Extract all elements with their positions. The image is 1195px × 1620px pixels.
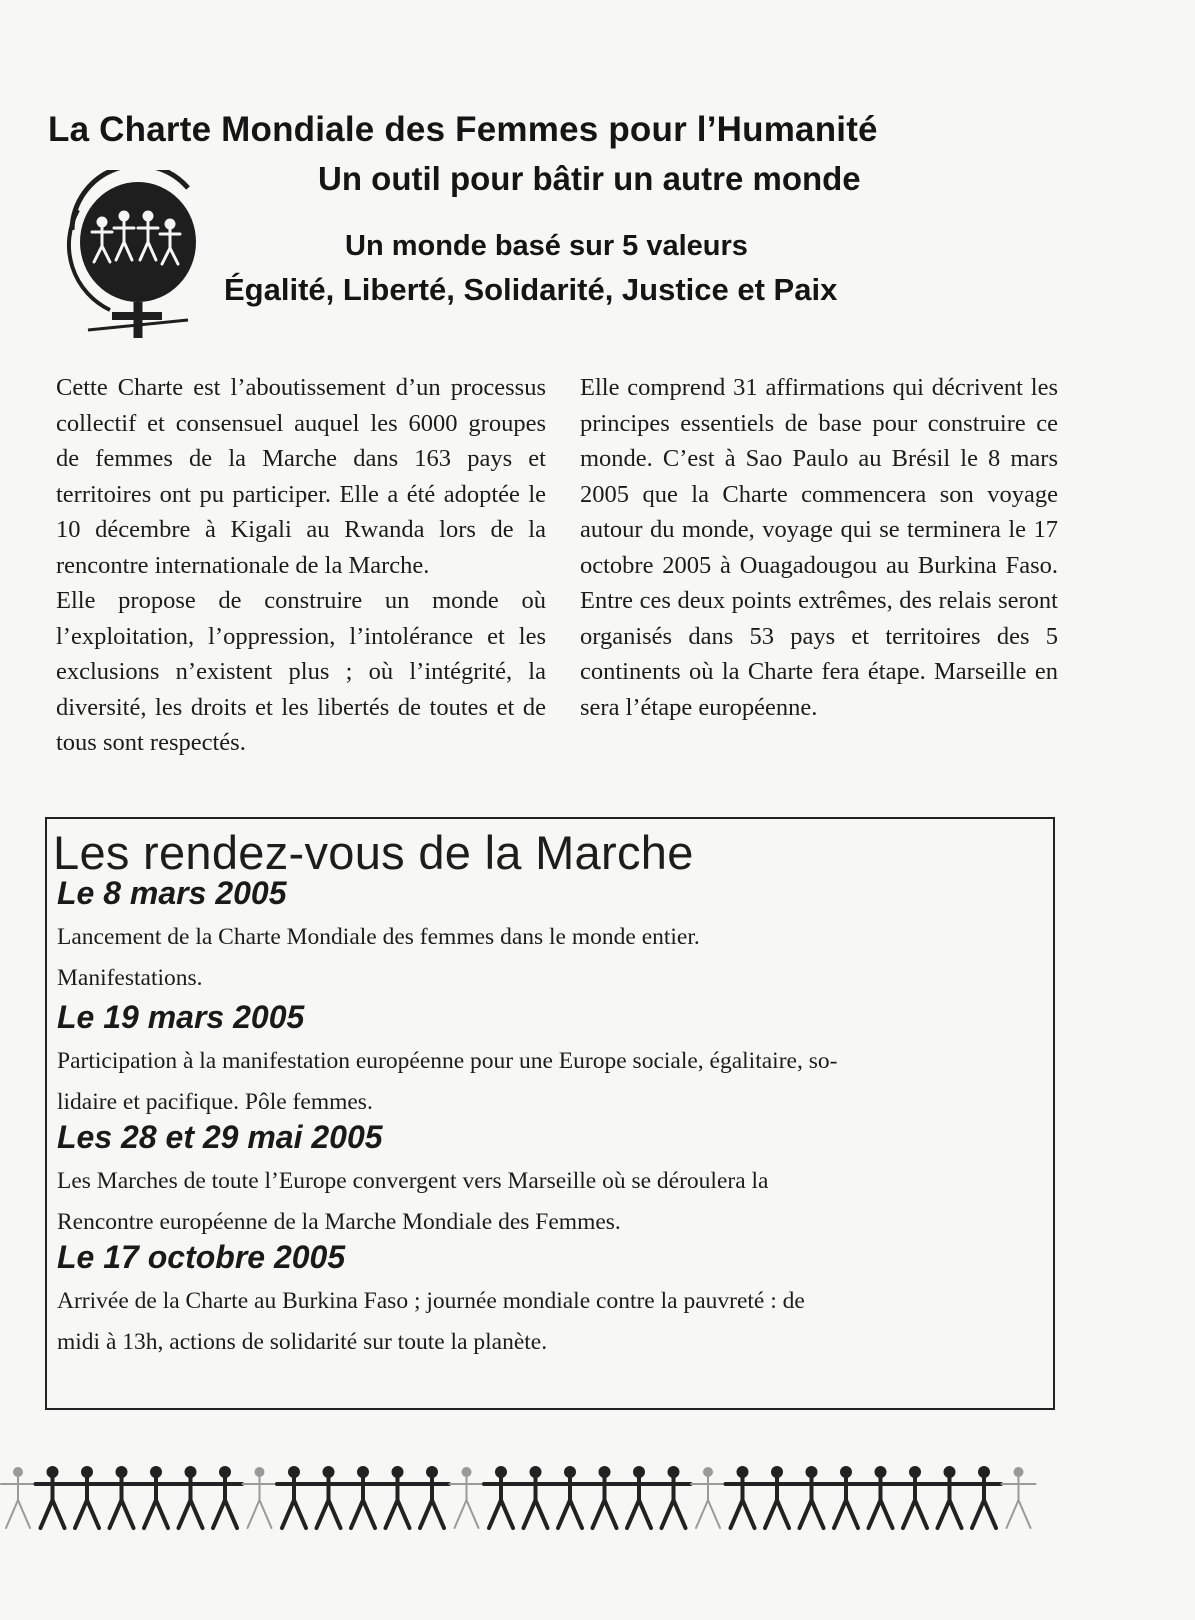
event-date: Le 17 octobre 2005 [57,1239,346,1275]
event-line: Rencontre européenne de la Marche Mondiale des Femmes. [57,1209,621,1235]
rendezvous-title: Les rendez-vous de la Marche [53,826,694,879]
chain-figure [829,1468,863,1528]
chain-figure [726,1468,760,1528]
chain-figure [105,1468,139,1528]
values-list: Égalité, Liberté, Solidarité, Justice et Paix [224,272,838,307]
event-line: Lancement de la Charte Mondiale des femmes dans le monde entier. [57,924,700,950]
chain-figure [139,1468,173,1528]
chain-figure [1002,1468,1036,1528]
chain-figure [864,1468,898,1528]
event-date: Le 8 mars 2005 [57,875,287,911]
chain-figure [657,1468,691,1528]
chain-figure [36,1468,70,1528]
chain-figure [795,1468,829,1528]
chain-figure [346,1468,380,1528]
chain-figure [588,1468,622,1528]
chain-figure [898,1468,932,1528]
event-date: Le 19 mars 2005 [57,999,305,1035]
event-line: Arrivée de la Charte au Burkina Faso ; journée mondiale contre la pauvreté : de [57,1288,805,1314]
chain-figure [312,1468,346,1528]
chain-figure [415,1468,449,1528]
event-line: lidaire et pacifique. Pôle femmes. [57,1089,373,1115]
event-date: Les 28 et 29 mai 2005 [57,1119,383,1155]
chain-figure [691,1468,725,1528]
chain-figure [519,1468,553,1528]
event-description [57,1161,1042,1243]
chain-figure [381,1468,415,1528]
right-paragraph-1: Elle comprend 31 affirmations qui décrivent les principes essentiels de base pour construire ce monde. C’est à Sao Paulo au Brésil le 8 mars 2005 que la Charte commencera son voyage autour du monde, voyage qui se terminera le 17 octobre 2005 à Ouagadougou au Burkina Faso. Entre ces deux points extrêmes, des relais seront organisés dans 53 pays et territoires des 5 continents où la Charte fera étape. Marseille en sera l’étape européenne. [580,374,1058,721]
event-line: midi à 13h, actions de solidarité sur toute la planète. [57,1329,548,1355]
chain-figure [450,1468,484,1528]
page-title: La Charte Mondiale des Femmes pour l’Humanité [48,110,878,149]
chain-figure [277,1468,311,1528]
chain-figure [243,1468,277,1528]
event-line: Les Marches de toute l’Europe convergent vers Marseille où se déroulera la [57,1168,769,1194]
event-line: Participation à la manifestation européenne pour une Europe sociale, égalitaire, so- [57,1048,838,1074]
event-description [57,917,1042,999]
chain-figure [933,1468,967,1528]
rendezvous-box [45,817,1055,1410]
event-description [57,1041,1042,1123]
women-symbol-globe-icon [58,170,218,350]
chain-figure [967,1468,1001,1528]
chain-figure [70,1468,104,1528]
left-column [56,370,546,761]
page-subtitle: Un outil pour bâtir un autre monde [318,160,861,197]
values-heading: Un monde basé sur 5 valeurs [345,230,748,262]
event-line: Manifestations. [57,965,203,991]
left-paragraph-2: Elle propose de construire un monde où l’exploitation, l’oppression, l’intolérance et les exclusions n’existent plus ; où l’intégrité, la diversité, les droits et les libertés de toutes et de tous sont respectés. [56,587,546,756]
human-chain-figures [0,1462,1060,1542]
chain-figure [760,1468,794,1528]
event-description [57,1281,1042,1363]
chain-figure [208,1468,242,1528]
chain-figure [174,1468,208,1528]
chain-figure [1,1468,35,1528]
chain-figure [484,1468,518,1528]
left-paragraph-1: Cette Charte est l’aboutissement d’un processus collectif et consensuel auquel les 6000 groupes de femmes de la Marche dans 163 pays et territoires ont pu participer. Elle a été adoptée le 10 décembre à Kigali au Rwanda lors de la rencontre internationale de la Marche. [56,374,546,579]
chain-figure [622,1468,656,1528]
right-column [580,370,1058,725]
chain-figure [553,1468,587,1528]
